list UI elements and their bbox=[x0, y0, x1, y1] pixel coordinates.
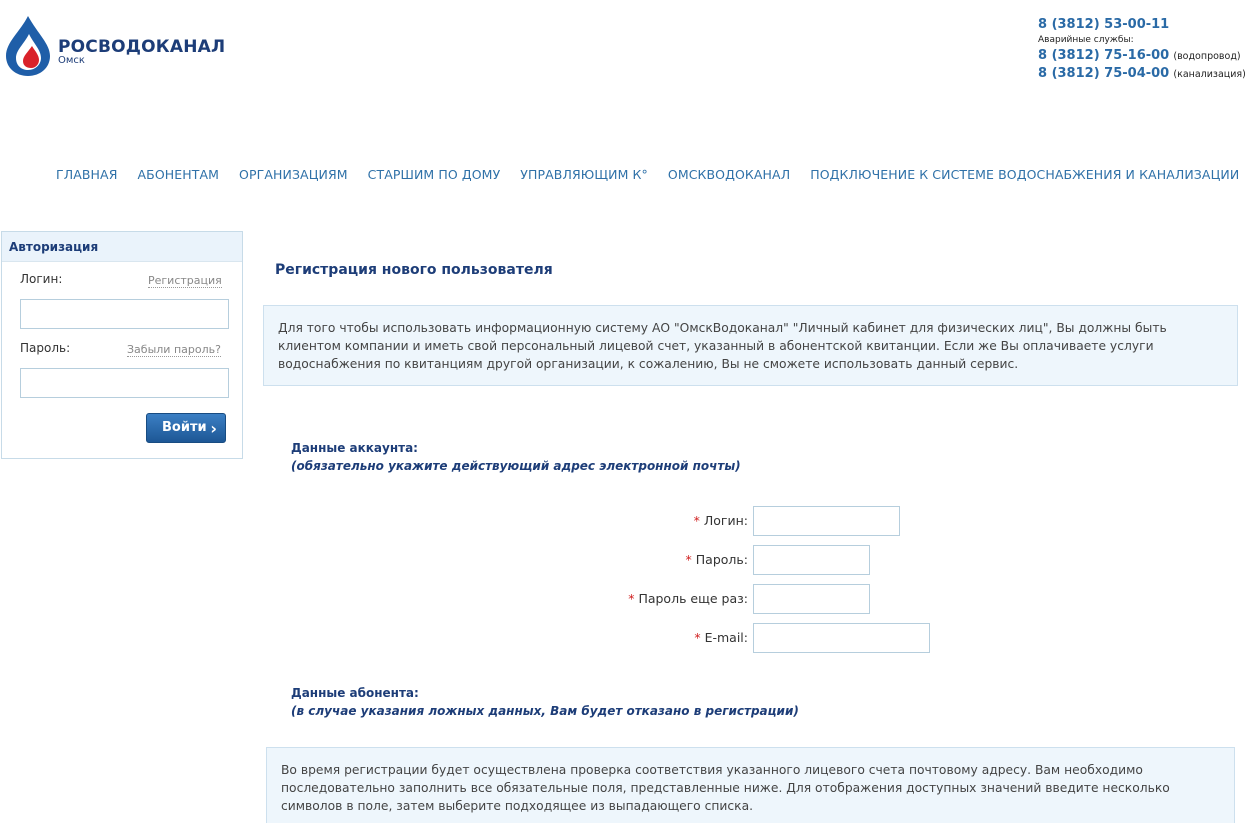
login-label: Логин: bbox=[20, 272, 63, 286]
subscriber-heading: Данные абонента: bbox=[291, 686, 419, 700]
password-label: Пароль: bbox=[20, 341, 71, 355]
main-nav bbox=[56, 167, 1258, 182]
required-mark: * bbox=[685, 552, 692, 567]
intro-text: Для того чтобы использовать информационную систему АО "ОмскВодоканал" "Личный кабинет для физических лиц", Вы должны быть клиентом компании и иметь свой персональный лицевой счет, указанный в абонентской квитанции. Если же Вы оплачиваете услуги водоснабжения по квитанциям другой организации, к сожалению, Вы не сможете использовать данный сервис. bbox=[278, 321, 1167, 371]
reg-password-repeat-input[interactable] bbox=[753, 584, 870, 614]
password-field-row bbox=[500, 545, 748, 575]
page-title: Регистрация нового пользователя bbox=[275, 262, 553, 278]
account-heading: Данные аккаунта: bbox=[291, 441, 418, 455]
nav-item-omskvodokanal[interactable]: ОМСКВОДОКАНАЛ bbox=[667, 167, 791, 182]
reg-email-label: E-mail: bbox=[704, 630, 748, 645]
required-mark: * bbox=[694, 630, 701, 645]
required-mark: * bbox=[628, 591, 635, 606]
account-section-heading bbox=[291, 439, 741, 475]
required-mark: * bbox=[693, 513, 700, 528]
login-button[interactable] bbox=[146, 413, 226, 443]
subscriber-note: (в случае указания ложных данных, Вам будет отказано в регистрации) bbox=[291, 704, 799, 718]
nav-item-house-seniors[interactable]: СТАРШИМ ПО ДОМУ bbox=[367, 167, 501, 182]
forgot-password-link[interactable]: Забыли пароль? bbox=[127, 343, 221, 356]
reg-password-repeat-label: Пароль еще раз: bbox=[638, 591, 748, 606]
verification-notice bbox=[266, 747, 1235, 823]
auth-login-input[interactable] bbox=[20, 299, 229, 329]
nav-item-connection[interactable]: ПОДКЛЮЧЕНИЕ К СИСТЕМЕ ВОДОСНАБЖЕНИЯ И КАНАЛИЗАЦИИ bbox=[810, 167, 1240, 182]
verify-text: Во время регистрации будет осуществлена проверка соответствия указанного лицевого счета почтовому адресу. Вам необходимо последовательно заполнить все обязательные поля, представленные ниже. Для отображения доступных значений введите несколько символов в поле, затем выберите подходящее из выпадающего списка. bbox=[281, 763, 1170, 813]
sewer-note: (канализация) bbox=[1173, 69, 1246, 80]
password-repeat-field-row bbox=[500, 584, 748, 614]
auth-password-input[interactable] bbox=[20, 368, 229, 398]
reg-login-label: Логин: bbox=[703, 513, 748, 528]
emergency-label: Аварийные службы: bbox=[1038, 35, 1134, 45]
auth-panel bbox=[1, 231, 243, 459]
reg-password-label: Пароль: bbox=[695, 552, 748, 567]
site-logo[interactable] bbox=[6, 16, 226, 78]
login-field-row bbox=[500, 506, 748, 536]
chevron-right-icon: › bbox=[210, 419, 217, 438]
brand-city: Омск bbox=[58, 55, 85, 66]
email-field-row bbox=[500, 623, 748, 653]
login-button-label: Войти bbox=[162, 420, 207, 435]
water-phone[interactable]: 8 (3812) 75-16-00 bbox=[1038, 48, 1170, 63]
auth-title: Авторизация bbox=[2, 232, 242, 262]
nav-item-home[interactable]: ГЛАВНАЯ bbox=[56, 167, 118, 182]
register-link[interactable]: Регистрация bbox=[148, 274, 222, 287]
intro-notice bbox=[263, 305, 1238, 386]
reg-password-input[interactable] bbox=[753, 545, 870, 575]
reg-login-input[interactable] bbox=[753, 506, 900, 536]
sewer-phone[interactable]: 8 (3812) 75-04-00 bbox=[1038, 66, 1170, 81]
water-note: (водопровод) bbox=[1173, 51, 1241, 62]
account-note: (обязательно укажите действующий адрес электронной почты) bbox=[291, 459, 741, 473]
subscriber-section-heading bbox=[291, 684, 799, 720]
brand-name: РОСВОДОКАНАЛ bbox=[58, 37, 226, 57]
nav-item-management-companies[interactable]: УПРАВЛЯЮЩИМ К° bbox=[520, 167, 648, 182]
reg-email-input[interactable] bbox=[753, 623, 930, 653]
water-drop-icon bbox=[6, 16, 50, 76]
main-phone[interactable]: 8 (3812) 53-00-11 bbox=[1038, 17, 1170, 32]
nav-item-organizations[interactable]: ОРГАНИЗАЦИЯМ bbox=[239, 167, 348, 182]
nav-item-subscribers[interactable]: АБОНЕНТАМ bbox=[137, 167, 220, 182]
